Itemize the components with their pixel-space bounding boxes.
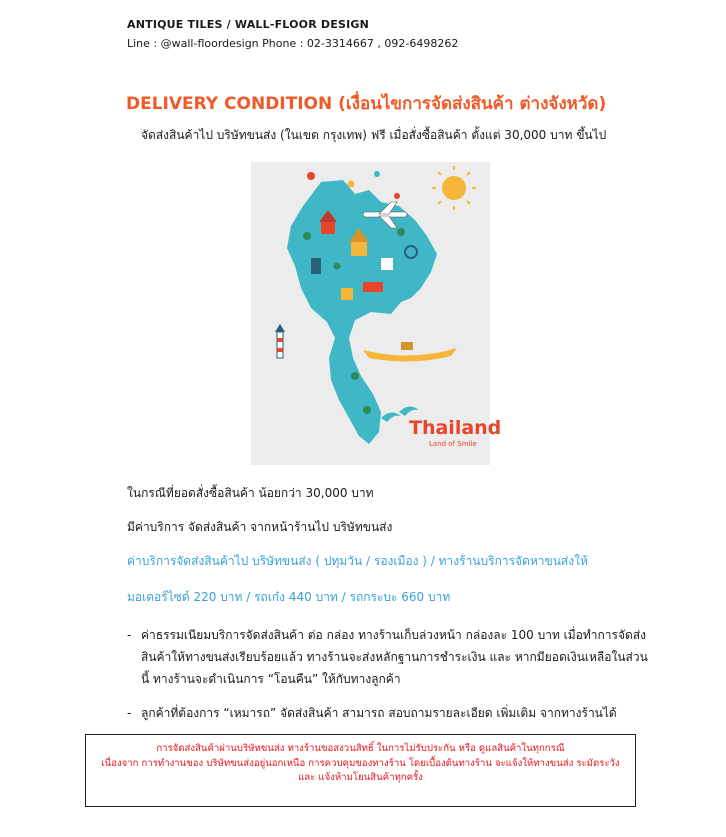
lighthouse-icon xyxy=(275,324,285,358)
service-fee-text: มีค่าบริการ จัดส่งสินค้า จากหน้าร้านไป บริษัทขนส่ง xyxy=(127,520,393,534)
free-delivery-subtitle: จัดส่งสินค้าไป บริษัทขนส่ง (ในเขต กรุงเทพ) ฟรี เมื่อสั่งซื้อสินค้า ตั้งแต่ 30,000 บาท ขึ้นไป xyxy=(141,128,607,142)
order-below-threshold-text: ในกรณีที่ยอดสั่งซื้อสินค้า น้อยกว่า 30,000 บาท xyxy=(127,486,374,500)
vehicle-rate-text: มอเตอร์ไซด์ 220 บาท / รถเก๋ง 440 บาท / รถกระบะ 660 บาท xyxy=(127,590,451,604)
page-title: DELIVERY CONDITION (เงื่อนไขการจัดส่งสินค้า ต่างจังหวัด) xyxy=(126,94,607,114)
thailand-land-shape xyxy=(287,180,437,444)
thailand-map-illustration xyxy=(251,162,502,465)
royal-barge-icon xyxy=(363,342,457,362)
header xyxy=(127,18,458,50)
transport-fee-text: ค่าบริการจัดส่งสินค้าไป บริษัทขนส่ง ( ปทุมวัน / รองเมือง ) / ทางร้านบริการจัดหาขนส่งให้ xyxy=(127,554,588,568)
thailand-logo-text: Thailand xyxy=(409,417,502,439)
company-name: ANTIQUE TILES / WALL-FLOOR DESIGN xyxy=(127,18,370,31)
disclaimer-notice-box: การจัดส่งสินค้าผ่านบริษัทขนส่ง ทางร้านขอสงวนสิทธิ์ ในการไม่รับประกัน หรือ ดูแลสินค้าในทุกกรณี เนื่องจาก การทำงานของ บริษัทขนส่งอยู่นอกเหนือ การควบคุมของทางร้าน โดยเบื้องต้นทางร้าน จะแจ้งให้ทางขนส่ง ระมัดระวัง และ แจ้งห้ามโยนสินค้าทุกครั้ง xyxy=(85,734,636,807)
thailand-logo-tagline: Land of Smile xyxy=(429,440,477,448)
contact-info: Line : @wall-floordesign Phone : 02-3314667 , 092-6498262 xyxy=(127,37,459,50)
sun-icon xyxy=(432,166,476,210)
